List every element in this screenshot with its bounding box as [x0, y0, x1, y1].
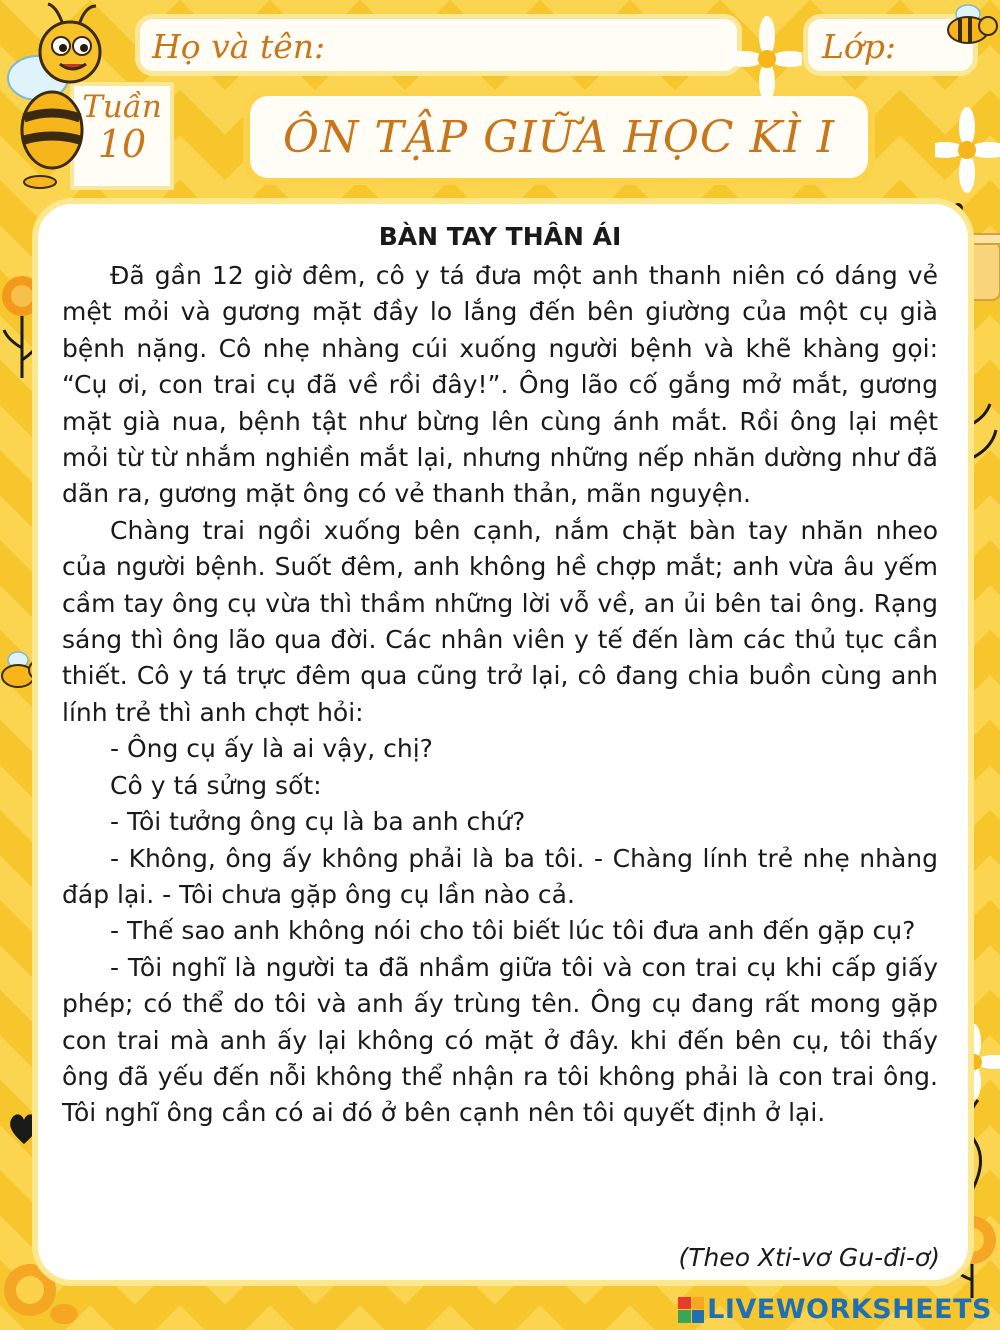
page-title: ÔN TẬP GIỮA HỌC KÌ I: [282, 111, 836, 163]
week-label: Tuần: [82, 89, 162, 125]
flower-icon: [732, 14, 802, 104]
story-title: BÀN TAY THÂN ÁI: [378, 222, 622, 251]
story-paragraph: - Thế sao anh không nói cho tôi biết lúc tôi đưa anh đến gặp cụ?: [110, 916, 916, 946]
story-paragraph: Cô y tá sửng sốt:: [110, 770, 322, 800]
week-number: 10: [97, 122, 147, 167]
story-paragraph: - Ông cụ ấy là ai vậy, chị?: [110, 734, 433, 764]
liveworksheets-logo-text: LIVEWORKSHEETS: [707, 1294, 992, 1325]
story-paragraph: - Tôi nghĩ là người ta đã nhầm giữa tôi và con trai cụ khi cấp giấy phép; có thể do tôi và anh ấy trùng tên. Ông cụ đang rất mong gặp con trai mà anh ấy lại không có mặt ở đây. khi đến bên cụ, tôi thấy ông đã yếu đến nỗi không thể nhận ra tôi không phải là con trai ông. Tôi nghĩ ông cần có ai đó ở bên cạnh nên tôi quyết định ở lại.: [62, 952, 938, 1128]
story-paragraph: Đã gần 12 giờ đêm, cô y tá đưa một anh thanh niên có dáng vẻ mệt mỏi và gương mặt đầy lo lắng đến bên giường của một cụ già bệnh nặng. Cô nhẹ nhàng cúi xuống người bệnh và khẽ khàng gọi: “Cụ ơi, con trai cụ đã về rồi đây!”. Ông lão cố gắng mở mắt, gương mặt già nua, bệnh tật như bừng lên cùng ánh mắt. Rồi ông lại mệt mỏi từ từ nhắm nghiền mắt lại, nhưng những nếp nhăn dường như đã dãn ra, gương mặt ông có vẻ thanh thản, mãn nguyện.: [62, 261, 938, 509]
bee-icon: [938, 0, 1000, 50]
class-label: Lớp:: [822, 27, 897, 66]
story-source: (Theo Xti-vơ Gu-đi-ơ): [678, 1243, 940, 1272]
flower-icon: [935, 105, 1000, 195]
name-label: Họ và tên:: [152, 27, 326, 66]
liveworksheets-logo-icon: [678, 1297, 704, 1323]
story-paragraph: - Tôi tưởng ông cụ là ba anh chứ?: [110, 807, 526, 837]
story-paragraph: Chàng trai ngồi xuống bên cạnh, nắm chặt bàn tay nhăn nheo của người bệnh. Suốt đêm, anh không hề chợp mắt; anh vừa âu yếm cầm tay ông cụ vừa thì thầm những lời vỗ về, an ủi bên tai ông. Rạng sáng thì ông lão qua đời. Các nhân viên y tế đến làm các thủ tục cần thiết. Cô y tá trực đêm qua cũng trở lại, cô đang chia buồn cùng anh lính trẻ thì anh chợt hỏi:: [62, 515, 938, 727]
bee-icon: [0, 0, 110, 190]
story-paragraph: - Không, ông ấy không phải là ba tôi. - Chàng lính trẻ nhẹ nhàng đáp lại. - Tôi chưa gặp ông cụ lần nào cả.: [62, 843, 938, 909]
page-title-box: [250, 96, 868, 178]
liveworksheets-logo: [678, 1294, 992, 1325]
name-field[interactable]: [135, 14, 742, 76]
story-text: [62, 258, 938, 1132]
